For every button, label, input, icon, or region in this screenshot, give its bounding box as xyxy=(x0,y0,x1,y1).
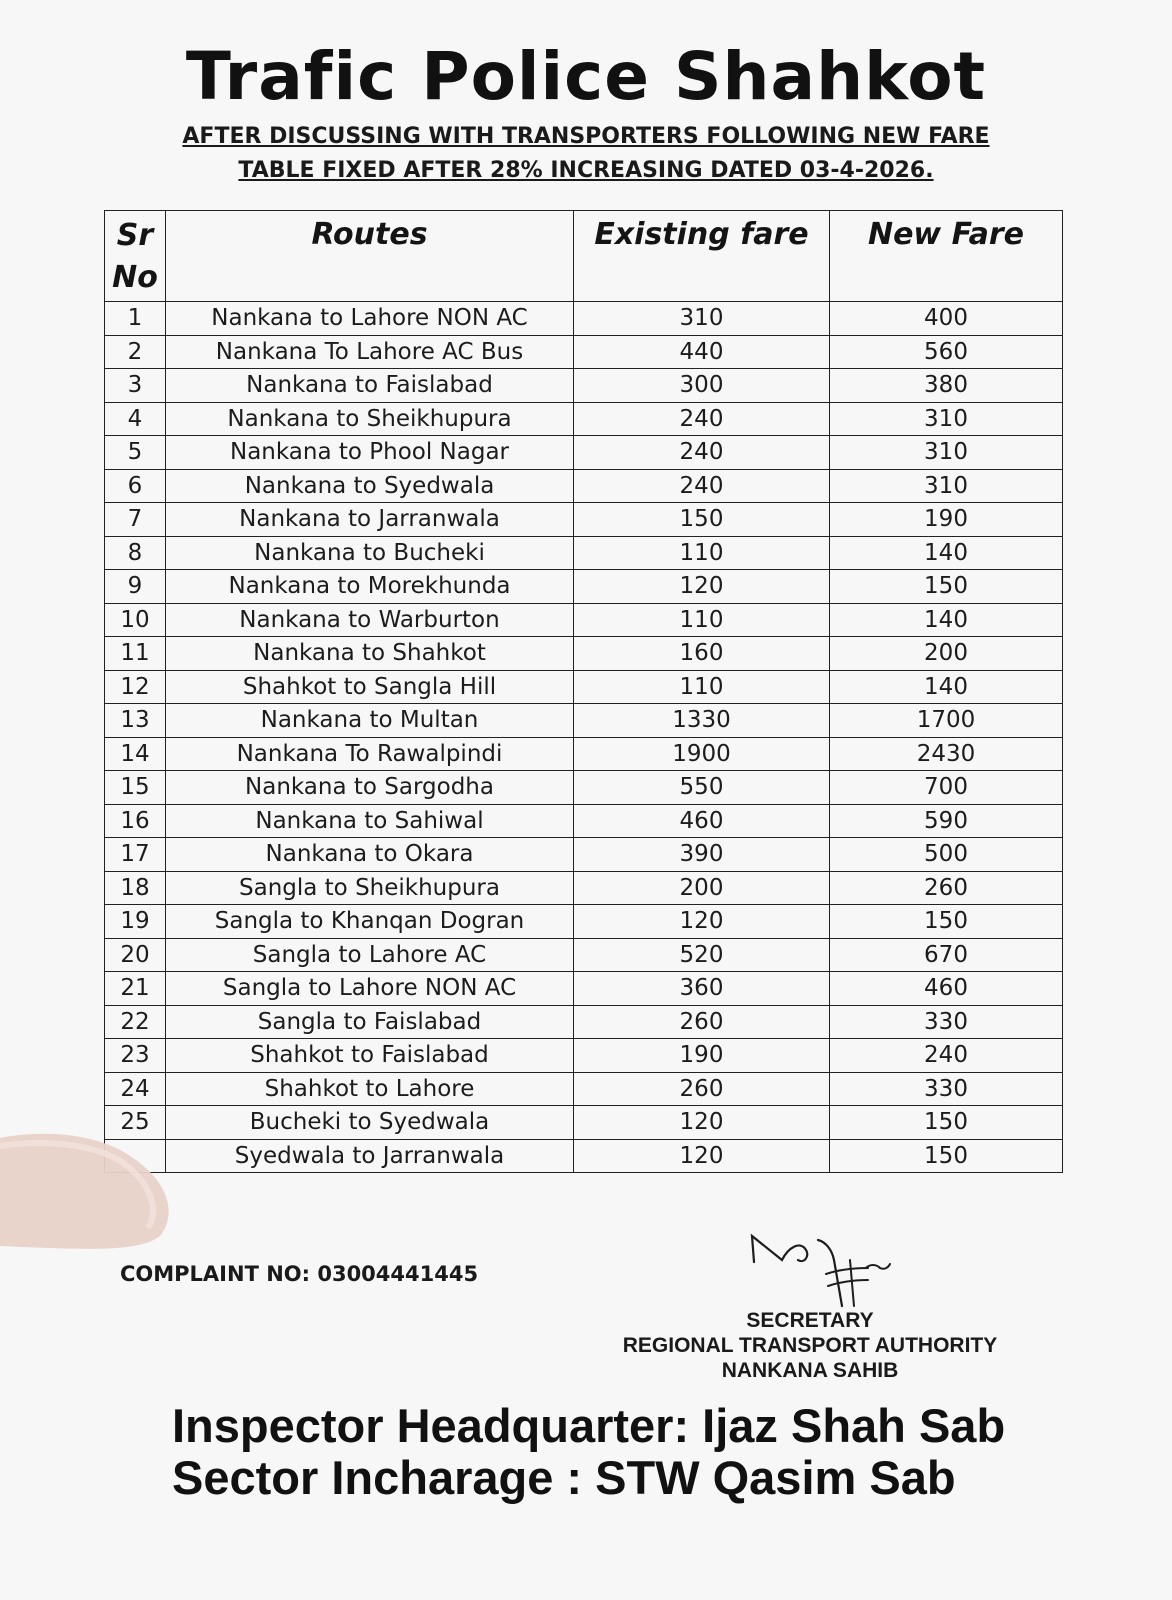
row-new-fare: 140 xyxy=(830,603,1063,637)
row-sr-no: 19 xyxy=(105,905,166,939)
row-new-fare: 500 xyxy=(830,838,1063,872)
row-new-fare: 400 xyxy=(830,302,1063,336)
row-route: Nankana To Lahore AC Bus xyxy=(166,335,574,369)
table-row xyxy=(105,536,1063,570)
table-row xyxy=(105,938,1063,972)
row-new-fare: 200 xyxy=(830,637,1063,671)
row-route: Nankana to Okara xyxy=(166,838,574,872)
row-new-fare: 150 xyxy=(830,1139,1063,1173)
inspector-headquarter-line: Inspector Headquarter: Ijaz Shah Sab xyxy=(172,1399,1006,1452)
table-row xyxy=(105,704,1063,738)
row-new-fare: 240 xyxy=(830,1039,1063,1073)
table-row xyxy=(105,436,1063,470)
row-new-fare: 460 xyxy=(830,972,1063,1006)
page-title: Trafic Police Shahkot xyxy=(185,38,987,115)
table-row xyxy=(105,771,1063,805)
row-existing-fare: 1900 xyxy=(574,737,830,771)
row-new-fare: 310 xyxy=(830,402,1063,436)
row-sr-no: 14 xyxy=(105,737,166,771)
row-existing-fare: 200 xyxy=(574,871,830,905)
signature xyxy=(748,1230,898,1310)
row-sr-no: 17 xyxy=(105,838,166,872)
table-row xyxy=(105,670,1063,704)
row-sr-no: 2 xyxy=(105,335,166,369)
row-existing-fare: 110 xyxy=(574,536,830,570)
row-sr-no: 20 xyxy=(105,938,166,972)
row-new-fare: 150 xyxy=(830,1106,1063,1140)
fare-table-body xyxy=(105,302,1063,1173)
row-existing-fare: 260 xyxy=(574,1072,830,1106)
row-existing-fare: 110 xyxy=(574,603,830,637)
authority-line-2: REGIONAL TRANSPORT AUTHORITY xyxy=(622,1334,998,1357)
table-row xyxy=(105,1139,1063,1173)
row-sr-no: 8 xyxy=(105,536,166,570)
row-existing-fare: 120 xyxy=(574,570,830,604)
row-sr-no: 24 xyxy=(105,1072,166,1106)
thumb-shadow xyxy=(0,1128,175,1253)
row-new-fare: 310 xyxy=(830,436,1063,470)
row-route: Nankana to Multan xyxy=(166,704,574,738)
row-route: Shahkot to Sangla Hill xyxy=(166,670,574,704)
row-existing-fare: 240 xyxy=(574,436,830,470)
row-route: Nankana to Syedwala xyxy=(166,469,574,503)
row-route: Nankana to Faislabad xyxy=(166,369,574,403)
row-new-fare: 190 xyxy=(830,503,1063,537)
row-sr-no: 12 xyxy=(105,670,166,704)
row-existing-fare: 150 xyxy=(574,503,830,537)
table-row xyxy=(105,871,1063,905)
row-existing-fare: 160 xyxy=(574,637,830,671)
row-sr-no: 25 xyxy=(105,1106,166,1140)
row-sr-no: 4 xyxy=(105,402,166,436)
row-existing-fare: 300 xyxy=(574,369,830,403)
row-sr-no: 15 xyxy=(105,771,166,805)
table-row xyxy=(105,1039,1063,1073)
row-new-fare: 150 xyxy=(830,905,1063,939)
row-sr-no: 1 xyxy=(105,302,166,336)
row-existing-fare: 310 xyxy=(574,302,830,336)
row-route: Nankana to Sheikhupura xyxy=(166,402,574,436)
row-sr-no: 6 xyxy=(105,469,166,503)
row-route: Syedwala to Jarranwala xyxy=(166,1139,574,1173)
row-new-fare: 1700 xyxy=(830,704,1063,738)
header-routes: Routes xyxy=(166,211,574,302)
row-new-fare: 310 xyxy=(830,469,1063,503)
row-existing-fare: 240 xyxy=(574,402,830,436)
row-route: Nankana to Bucheki xyxy=(166,536,574,570)
row-new-fare: 150 xyxy=(830,570,1063,604)
row-sr-no: 18 xyxy=(105,871,166,905)
row-route: Nankana to Warburton xyxy=(166,603,574,637)
authority-block xyxy=(590,1308,1030,1383)
table-row xyxy=(105,570,1063,604)
row-sr-no: 16 xyxy=(105,804,166,838)
row-existing-fare: 190 xyxy=(574,1039,830,1073)
row-sr-no: 23 xyxy=(105,1039,166,1073)
authority-line-3: NANKANA SAHIB xyxy=(721,1359,899,1382)
row-new-fare: 2430 xyxy=(830,737,1063,771)
row-existing-fare: 240 xyxy=(574,469,830,503)
row-existing-fare: 110 xyxy=(574,670,830,704)
table-row xyxy=(105,972,1063,1006)
authority-line-1: SECRETARY xyxy=(746,1309,874,1332)
row-new-fare: 140 xyxy=(830,536,1063,570)
row-route: Nankana to Lahore NON AC xyxy=(166,302,574,336)
table-row xyxy=(105,637,1063,671)
row-sr-no: 22 xyxy=(105,1005,166,1039)
complaint-number: COMPLAINT NO: 03004441445 xyxy=(120,1262,479,1286)
table-row xyxy=(105,369,1063,403)
row-new-fare: 590 xyxy=(830,804,1063,838)
row-existing-fare: 260 xyxy=(574,1005,830,1039)
table-row xyxy=(105,469,1063,503)
row-sr-no: 3 xyxy=(105,369,166,403)
row-new-fare: 380 xyxy=(830,369,1063,403)
row-new-fare: 560 xyxy=(830,335,1063,369)
fare-table-header-row xyxy=(105,211,1063,302)
fare-table xyxy=(104,210,1063,1173)
row-route: Nankana to Morekhunda xyxy=(166,570,574,604)
row-sr-no: 9 xyxy=(105,570,166,604)
row-route: Nankana to Shahkot xyxy=(166,637,574,671)
row-new-fare: 670 xyxy=(830,938,1063,972)
row-existing-fare: 390 xyxy=(574,838,830,872)
row-new-fare: 260 xyxy=(830,871,1063,905)
table-row xyxy=(105,804,1063,838)
row-existing-fare: 460 xyxy=(574,804,830,838)
table-row xyxy=(105,838,1063,872)
header-existing-fare: Existing fare xyxy=(574,211,830,302)
row-existing-fare: 120 xyxy=(574,1139,830,1173)
row-new-fare: 700 xyxy=(830,771,1063,805)
table-row xyxy=(105,302,1063,336)
header-new-fare: New Fare xyxy=(830,211,1063,302)
row-route: Nankana to Sahiwal xyxy=(166,804,574,838)
subtitle-line-2: TABLE FIXED AFTER 28% INCREASING DATED 03-4-2026. xyxy=(238,158,934,183)
row-route: Bucheki to Syedwala xyxy=(166,1106,574,1140)
subtitle-line-1: AFTER DISCUSSING WITH TRANSPORTERS FOLLOWING NEW FARE xyxy=(182,124,990,149)
sector-incharge-line: Sector Incharage : STW Qasim Sab xyxy=(172,1451,956,1504)
row-route: Nankana to Sargodha xyxy=(166,771,574,805)
row-route: Shahkot to Lahore xyxy=(166,1072,574,1106)
row-route: Sangla to Lahore NON AC xyxy=(166,972,574,1006)
table-row xyxy=(105,905,1063,939)
row-sr-no: 10 xyxy=(105,603,166,637)
row-route: Sangla to Khanqan Dogran xyxy=(166,905,574,939)
table-row xyxy=(105,1072,1063,1106)
row-route: Sangla to Lahore AC xyxy=(166,938,574,972)
table-row xyxy=(105,737,1063,771)
row-existing-fare: 1330 xyxy=(574,704,830,738)
row-sr-no: 5 xyxy=(105,436,166,470)
row-existing-fare: 360 xyxy=(574,972,830,1006)
header-sr-label: Sr xyxy=(116,218,154,253)
row-existing-fare: 440 xyxy=(574,335,830,369)
row-route: Sangla to Sheikhupura xyxy=(166,871,574,905)
row-sr-no: 11 xyxy=(105,637,166,671)
row-sr-no: 13 xyxy=(105,704,166,738)
row-existing-fare: 120 xyxy=(574,1106,830,1140)
table-row xyxy=(105,1005,1063,1039)
row-new-fare: 330 xyxy=(830,1072,1063,1106)
table-row xyxy=(105,335,1063,369)
row-new-fare: 330 xyxy=(830,1005,1063,1039)
row-route: Sangla to Faislabad xyxy=(166,1005,574,1039)
row-route: Nankana to Phool Nagar xyxy=(166,436,574,470)
row-sr-no: 7 xyxy=(105,503,166,537)
table-row xyxy=(105,1106,1063,1140)
table-row xyxy=(105,402,1063,436)
header-sr-no xyxy=(105,211,166,302)
row-existing-fare: 520 xyxy=(574,938,830,972)
row-route: Nankana To Rawalpindi xyxy=(166,737,574,771)
row-new-fare: 140 xyxy=(830,670,1063,704)
row-route: Nankana to Jarranwala xyxy=(166,503,574,537)
row-existing-fare: 120 xyxy=(574,905,830,939)
row-existing-fare: 550 xyxy=(574,771,830,805)
header-no-label: No xyxy=(112,260,158,295)
row-sr-no: 21 xyxy=(105,972,166,1006)
row-route: Shahkot to Faislabad xyxy=(166,1039,574,1073)
table-row xyxy=(105,503,1063,537)
table-row xyxy=(105,603,1063,637)
